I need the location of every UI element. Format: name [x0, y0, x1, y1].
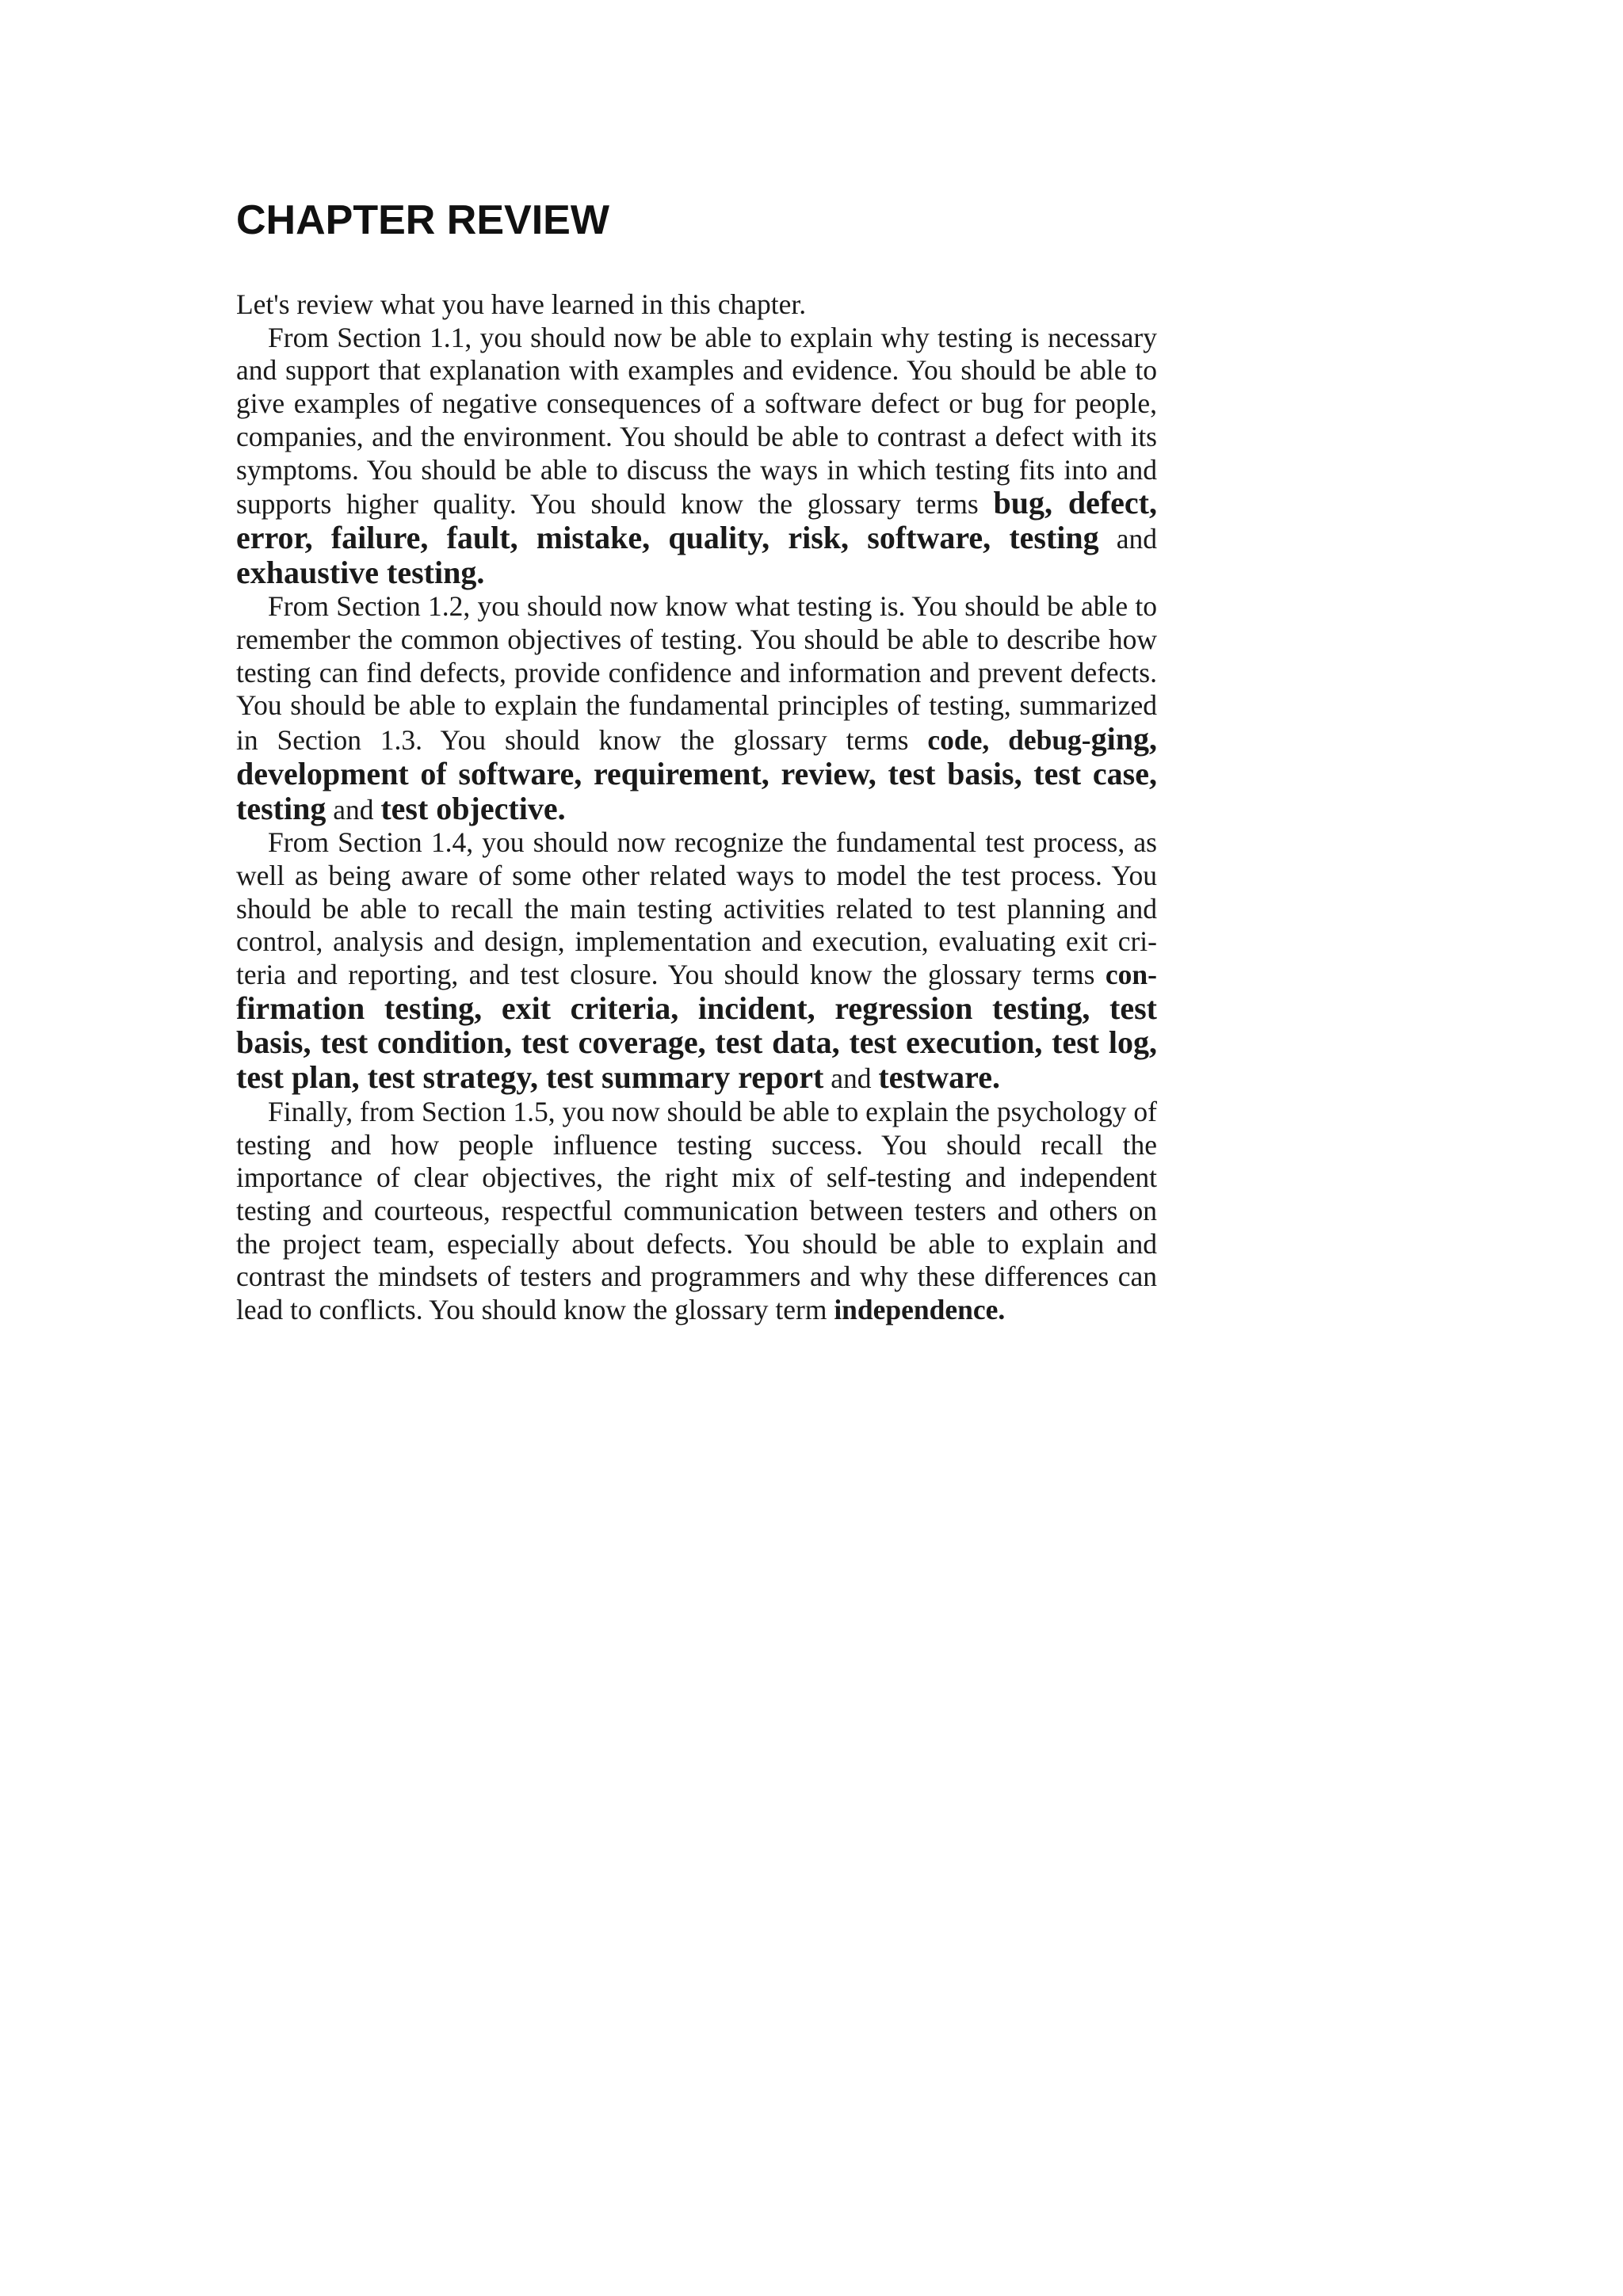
paragraph-text: and: [823, 1062, 879, 1095]
glossary-terms: exhaustive testing.: [236, 554, 485, 590]
paragraph-section-1-1: [236, 322, 1157, 591]
glossary-terms: test objective.: [380, 790, 566, 826]
glossary-terms: ging, development of software, requirement, review, test basis, test case, testing: [236, 721, 1157, 826]
glossary-terms: con-: [1105, 959, 1157, 991]
paragraph-text: From Section 1.4, you should now recognize the fundamental test process, as well as being aware of some other related ways to model the test process. You should be able to recall the main testing activities related to test planning and control, analysis and design, implementation and execution, evaluating exit cri-teria and reporting, and test closure. You should know the glossary terms: [236, 826, 1157, 991]
glossary-terms: bug, defect, error, failure, fault, mistake, quality, risk, software, testing: [236, 485, 1157, 555]
chapter-review-body: [236, 288, 1157, 1327]
paragraph-intro: [236, 288, 1157, 322]
glossary-terms: code, debug-: [927, 724, 1091, 757]
paragraph-section-1-5: [236, 1096, 1157, 1327]
glossary-terms: firmation testing, exit criteria, incident, regression testing, test basis, test condition, test coverage, test data, test execution, test log, test plan, test strategy, test summary report: [236, 990, 1157, 1096]
paragraph-text: Let's review what you have learned in this chapter.: [236, 288, 807, 320]
paragraph-text: Finally, from Section 1.5, you now should be able to explain the psychology of testing and how people influence testing success. You should recall the importance of clear objectives, the right mix of self-testing and independent testing and courteous, respectful communication between testers and others on the project team, especially about defects. You should be able to explain and contrast the mindsets of testers and programmers and why these differences can lead to conflicts. You should know the glossary term: [236, 1095, 1157, 1326]
page-title: CHAPTER REVIEW: [236, 197, 609, 243]
paragraph-section-1-4: [236, 826, 1157, 1096]
glossary-terms: independence.: [834, 1294, 1006, 1326]
paragraph-text: and: [1098, 522, 1157, 555]
paragraph-text: From Section 1.1, you should now be able to explain why testing is necessary and support that explanation with examples and evidence. You should be able to give examples of negative consequences of a software defect or bug for people, companies, and the environment. You should be able to contrast a defect with its symptoms. You should be able to discuss the ways in which testing fits into and supports higher quality. You should know the glossary terms: [236, 321, 1157, 521]
paragraph-text: and: [326, 793, 381, 826]
paragraph-text: From Section 1.2, you should now know what testing is. You should be able to remember the common objectives of testing. You should be able to describe how testing can find defects, provide confidence and information and prevent defects. You should be able to explain the fundamental principles of testing, summarized in Section 1.3. You should know the glossary terms: [236, 590, 1157, 757]
paragraph-section-1-2: [236, 590, 1157, 826]
glossary-terms: testware.: [878, 1059, 1000, 1096]
